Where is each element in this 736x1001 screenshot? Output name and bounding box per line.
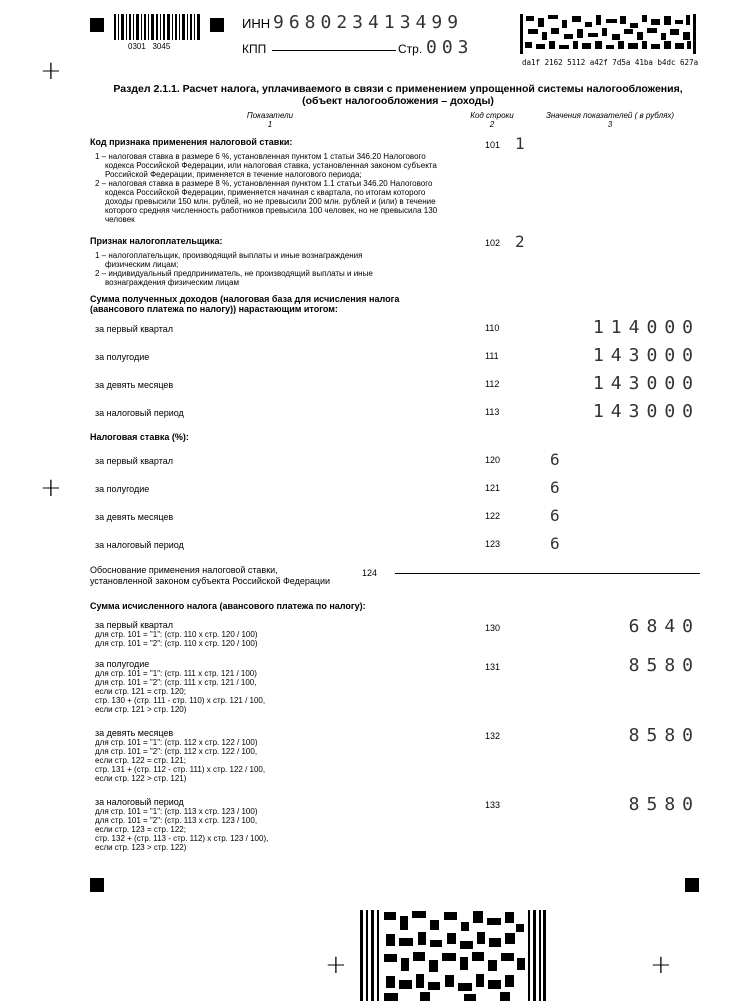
section-title [0, 83, 736, 107]
income-row-value[interactable]: 143000 [592, 345, 700, 366]
rate-row-value[interactable]: 6 [550, 478, 560, 497]
corner-marker-bottom-left [90, 878, 104, 892]
heading-tax: Сумма исчисленного налога (авансового платежа по налогу): [90, 601, 366, 611]
rate-row-code: 122 [485, 511, 501, 521]
income-row-code: 113 [485, 407, 500, 417]
corner-marker-top-left [90, 18, 104, 32]
income-row-value[interactable]: 143000 [592, 373, 700, 394]
income-row-code: 112 [485, 379, 500, 389]
income-row-code: 110 [485, 323, 500, 333]
value-130[interactable]: 6840 [628, 616, 700, 637]
registration-cross: + [40, 56, 62, 86]
code-133: 133 [485, 800, 501, 810]
tax-block-133: за налоговый период для стр. 101 = "1": (стр. 113 х стр. 123 / 100) для стр. 101 = "2": (стр. 113 х стр. 123 / 100, если стр. 123 = стр. 122; стр. 132 + (стр. 113 - стр. 112) х стр. 123 / 100), если стр. 123 > стр. 122) [95, 797, 269, 852]
title-line-1: Раздел 2.1.1. Расчет налога, уплачиваемого в связи с применением упрощенной системы налогообложения, [113, 83, 683, 95]
income-row-code: 111 [485, 351, 499, 361]
notes-102: 1 – налогоплательщик, производящий выплаты и иные вознаграждения физическим лицам; 2 – индивидуальный предприниматель, не производящий выплаты и иные вознаграждения физическим лицам [95, 251, 373, 287]
value-132[interactable]: 8580 [628, 725, 700, 746]
page-number: 003 [426, 37, 474, 58]
corner-marker-bottom-right [685, 878, 699, 892]
code-124: 124 [362, 568, 378, 578]
value-101[interactable]: 1 [515, 134, 525, 153]
rate-row-label: за полугодие [95, 484, 150, 494]
linear-barcode [114, 14, 202, 40]
code-131: 131 [485, 662, 501, 672]
heading-income: Сумма полученных доходов (налоговая база для исчисления налога (авансового платежа по налогу)) нарастающим итогом: [90, 294, 400, 314]
bottom-matrix-barcode [360, 910, 546, 1001]
income-row-value[interactable]: 143000 [592, 401, 700, 422]
value-102[interactable]: 2 [515, 232, 525, 251]
basis-label: Обоснование применения налоговой ставки, установленной законом субъекта Российской Федерации [90, 565, 331, 586]
column-header-indicators: Показатели 1 [246, 111, 294, 129]
matrix-barcode [520, 14, 696, 54]
notes-101: 1 – налоговая ставка в размере 6 %, установленная пунктом 1 статьи 346.20 Налогового кодекса Российской Федерации, или налоговая ставка, установленная законом субъекта Российской Федерации, применяется в течение налогового периода; 2 – налоговая ставка в размере 8 %, установленная пунктом 1.1 статьи 346.20 Налогового кодекса Российской Федерации, применяется начиная с квартала, по итогам которого доходы превысили 150 млн. рублей, но не превысили 200 млн. рублей и (или) в течение которого средняя численность работников превысила 100 человек, но не превысила 130 человек [95, 152, 438, 224]
value-133[interactable]: 8580 [628, 794, 700, 815]
rate-row-value[interactable]: 6 [550, 534, 560, 553]
registration-cross: + [40, 473, 62, 503]
barcode-left-text: 0301 3045 [128, 42, 171, 51]
title-line-2: (объект налогообложения – доходы) [302, 95, 494, 107]
rate-row-label: за первый квартал [95, 456, 174, 466]
income-row-value[interactable]: 114000 [592, 317, 700, 338]
heading-102: Признак налогоплательщика: [90, 236, 223, 246]
value-131[interactable]: 8580 [628, 655, 700, 676]
kpp-label: КПП [242, 42, 267, 56]
column-header-values: Значения показателей ( в рублях) 3 [545, 111, 675, 129]
income-row-label: за первый квартал [95, 324, 174, 334]
heading-rate: Налоговая ставка (%): [90, 432, 189, 442]
barcode-right-text: da1f 2162 5112 a42f 7d5a 41ba b4dc 627a [522, 58, 699, 67]
rate-row-value[interactable]: 6 [550, 450, 560, 469]
income-row-label: за полугодие [95, 352, 150, 362]
income-row-label: за налоговый период [95, 408, 184, 418]
tax-block-132: за девять месяцев для стр. 101 = "1": (стр. 112 х стр. 122 / 100) для стр. 101 = "2": (стр. 112 х стр. 122 / 100, если стр. 122 = стр. 121; стр. 131 + (стр. 112 - стр. 111) х стр. 122 / 100, если стр. 122 > стр. 121) [95, 728, 266, 783]
inn-value: 968023413499 [273, 12, 464, 33]
tax-block-130: за первый квартал для стр. 101 = "1": (стр. 110 х стр. 120 / 100) для стр. 101 = "2": (стр. 110 х стр. 120 / 100) [95, 620, 258, 648]
code-102: 102 [485, 238, 501, 248]
tax-block-131: за полугодие для стр. 101 = "1": (стр. 111 х стр. 121 / 100) для стр. 101 = "2": (стр. 111 х стр. 121 / 100, если стр. 121 = стр. 120; стр. 130 + (стр. 111 - стр. 110) х стр. 121 / 100, если стр. 121 > стр. 120) [95, 659, 266, 714]
heading-101: Код признака применения налоговой ставки: [90, 137, 293, 147]
rate-row-label: за девять месяцев [95, 512, 174, 522]
rate-row-value[interactable]: 6 [550, 506, 560, 525]
corner-marker-top-mid [210, 18, 224, 32]
income-row-label: за девять месяцев [95, 380, 174, 390]
registration-cross: + [650, 950, 672, 980]
basis-input-line[interactable] [395, 573, 700, 574]
rate-row-label: за налоговый период [95, 540, 184, 550]
inn-label: ИНН [242, 16, 271, 31]
rate-row-code: 123 [485, 539, 501, 549]
code-130: 130 [485, 623, 501, 633]
code-101: 101 [485, 140, 501, 150]
kpp-line [272, 50, 396, 51]
registration-cross: + [325, 950, 347, 980]
code-132: 132 [485, 731, 501, 741]
page-label: Стр. [398, 42, 423, 56]
rate-row-code: 120 [485, 455, 501, 465]
rate-row-code: 121 [485, 483, 501, 493]
column-header-code: Код строки 2 [470, 111, 514, 129]
